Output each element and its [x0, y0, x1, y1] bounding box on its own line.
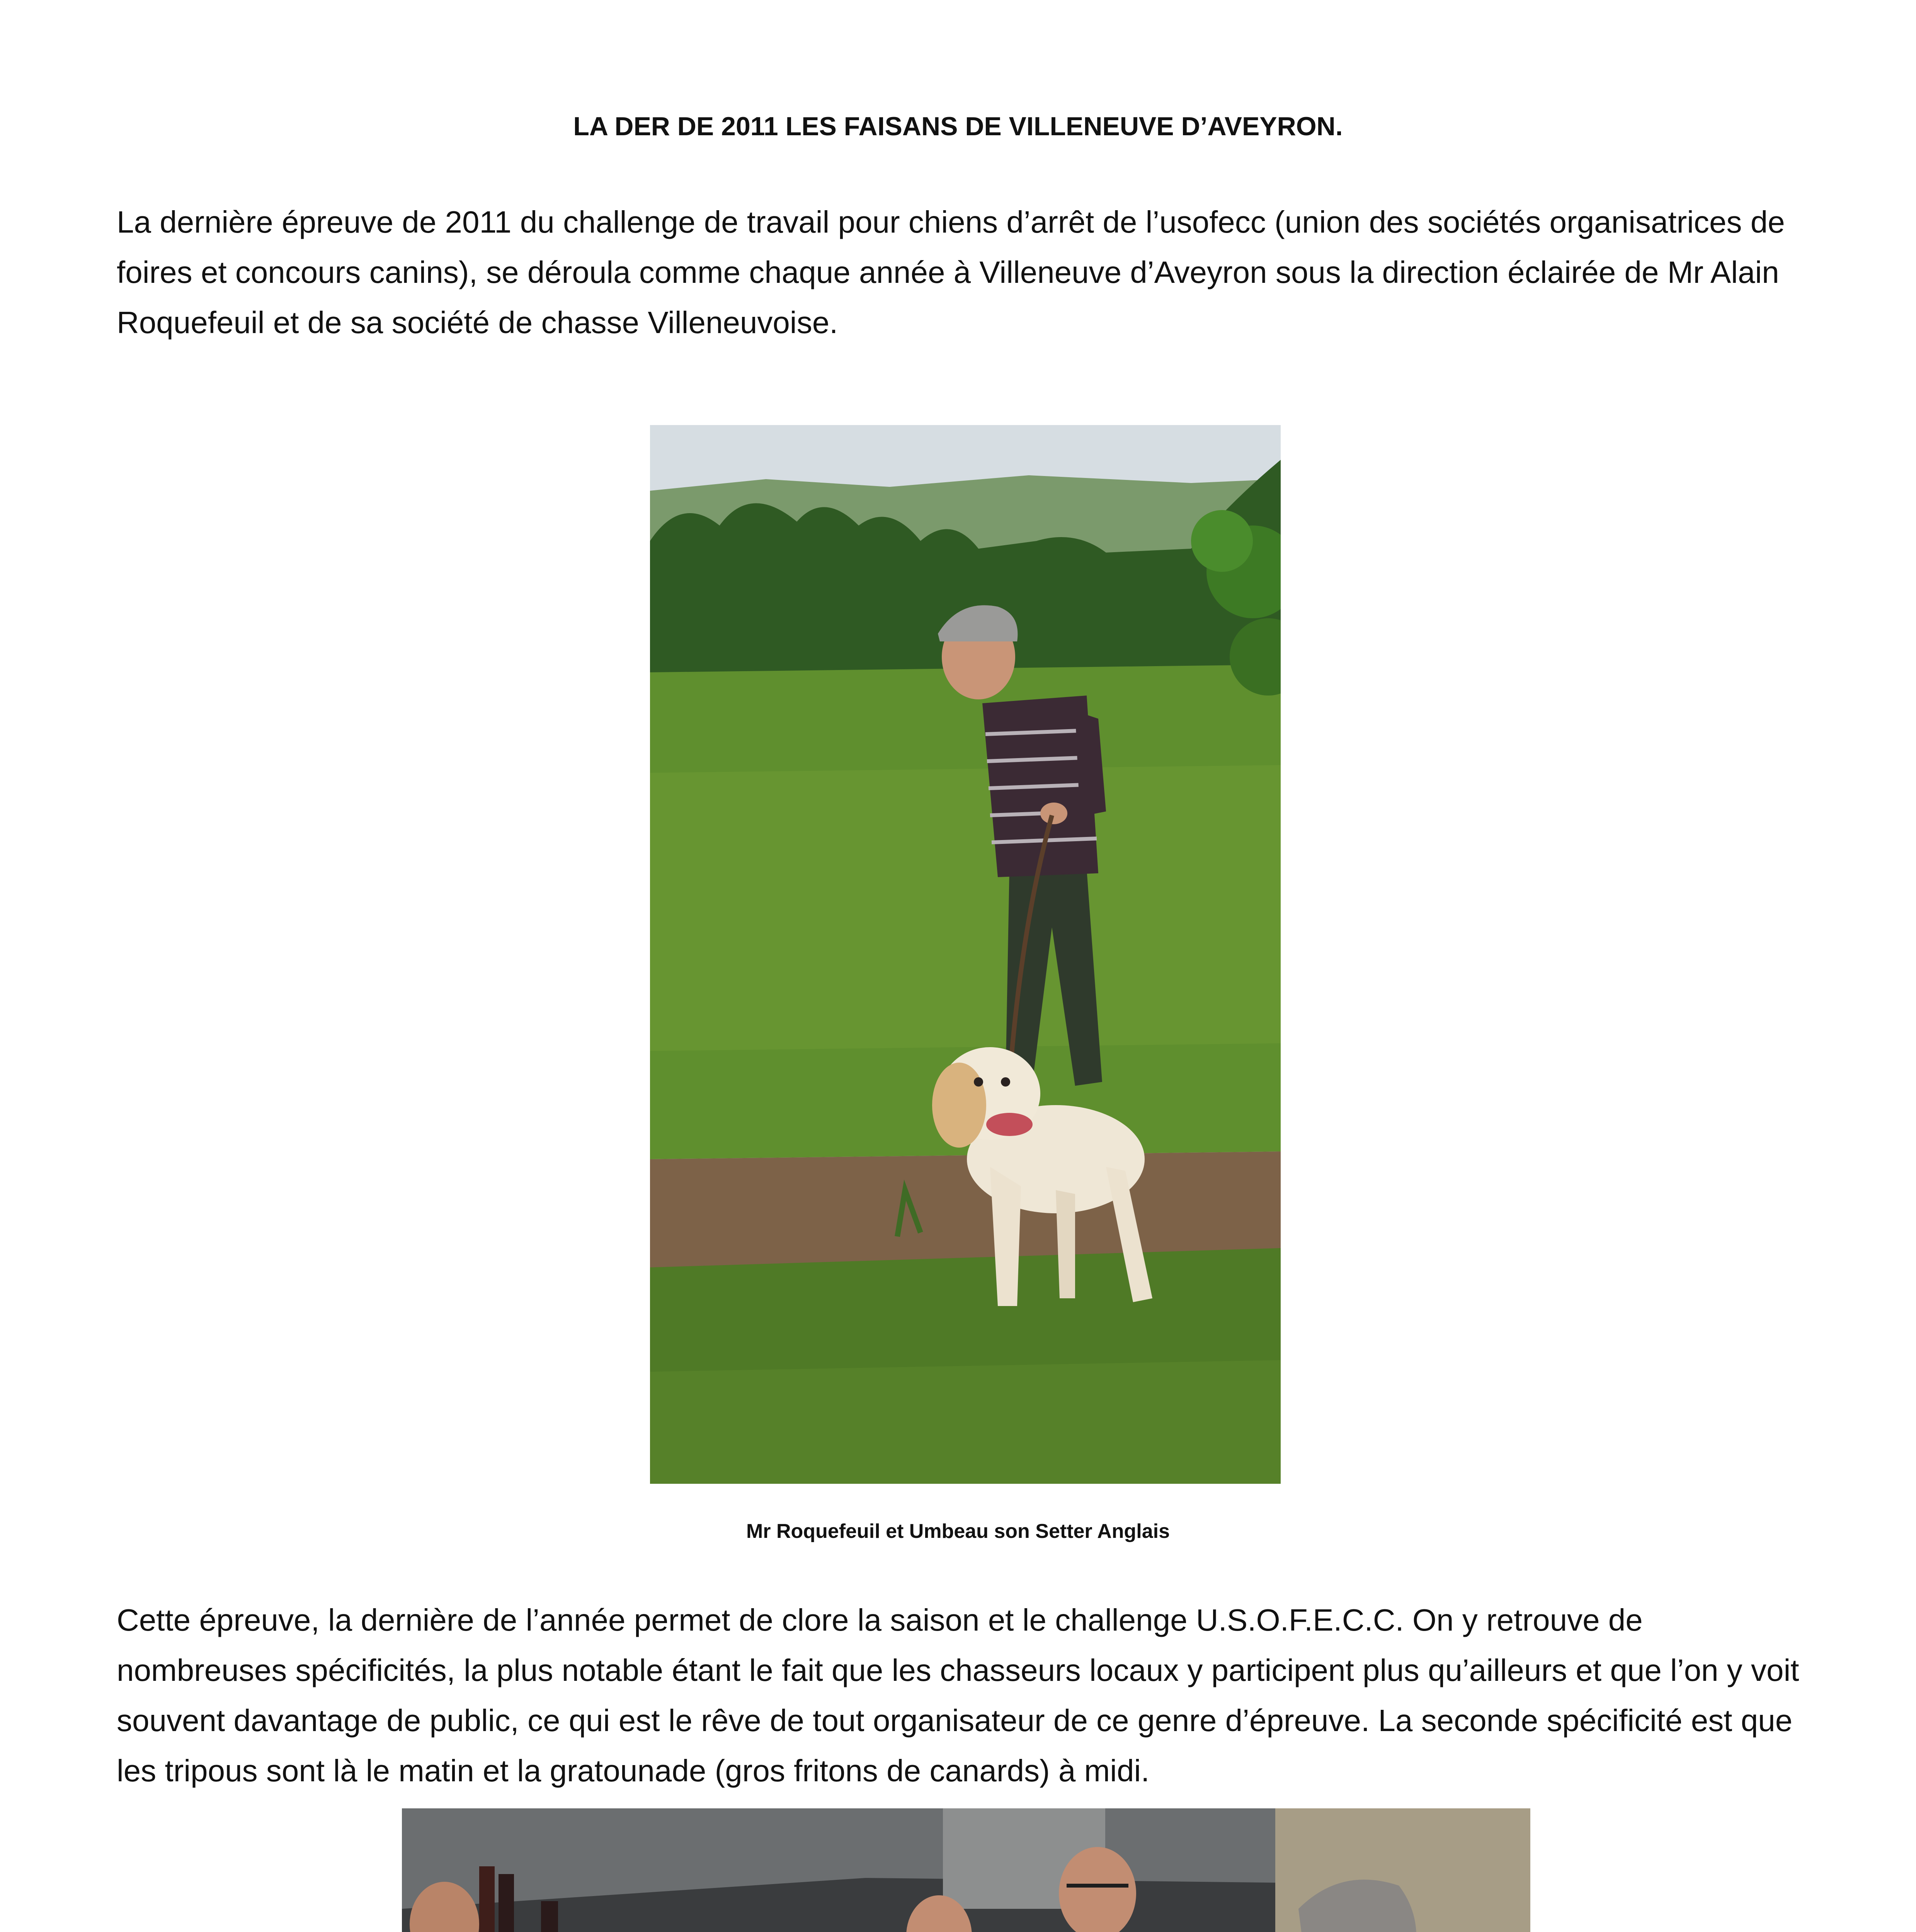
- intro-paragraph: La dernière épreuve de 2011 du challenge de travail pour chiens d’arrêt de l’usofecc (union des sociétés organisatrices de foires et concours canins), se déroula comme chaque année à Villeneuve d’Aveyron sous la direction éclairée de Mr Alain Roquefeuil et de sa société de chasse Villeneuvoise.: [117, 205, 1785, 340]
- body-paragraph-2: Cette épreuve, la dernière de l’année permet de clore la saison et le challenge U.S.O.F.E.C.C. On y retrouve de nombreuses spécificités, la plus notable étant le fait que les chasseurs locaux y participent plus qu’ailleurs et que l’on y voit souvent davantage de public, ce qui est le rêve de tout organisateur de ce genre d’épreuve. La seconde spécificité est que les tripous sont là le matin et la gratounade (gros fritons de canards) à midi.: [117, 1603, 1799, 1788]
- photo-hunter-with-setter: [650, 425, 1281, 1484]
- hunters-table-illustration: [402, 1808, 1530, 1932]
- hunter-setter-illustration: [650, 425, 1281, 1484]
- article-title: LA DER DE 2011 LES FAISANS DE VILLENEUVE D’AVEYRON.: [573, 112, 1343, 141]
- photo-1-caption: Mr Roquefeuil et Umbeau son Setter Anglais: [746, 1520, 1170, 1543]
- photo-hunters-eating: [402, 1808, 1530, 1932]
